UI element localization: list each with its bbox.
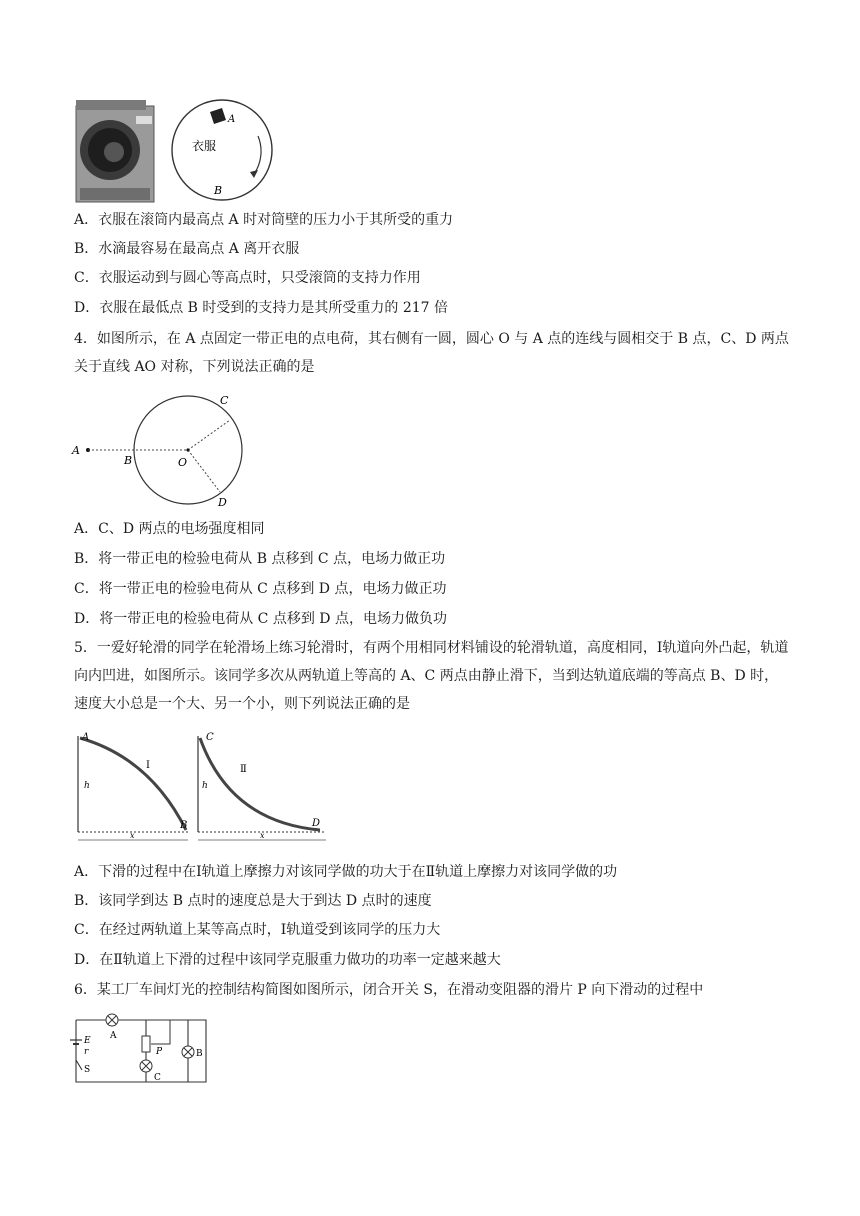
label-c: C [220, 394, 229, 407]
line-od [188, 450, 220, 492]
track1-label-h: h [84, 781, 90, 791]
track1-label-roman: Ⅰ [146, 760, 150, 771]
rotation-arrow [254, 136, 261, 174]
ramp-tracks-figure [70, 728, 334, 848]
q5-option-d: D．在Ⅱ轨道上下滑的过程中该同学克服重力做功的功率一定越来越大 [74, 952, 501, 968]
circuit-figure [70, 1010, 220, 1086]
washing-machine-photo [76, 100, 154, 202]
q5-option-b: B．该同学到达 B 点时的速度总是大于到达 D 点时的速度 [74, 893, 432, 909]
q5-option-a: A．下滑的过程中在Ⅰ轨道上摩擦力对该同学做的功大于在Ⅱ轨道上摩擦力对该同学做的功 [74, 864, 618, 880]
track2-label-c: C [206, 732, 214, 743]
track2-label-roman: Ⅱ [240, 764, 247, 775]
label-r: r [84, 1047, 89, 1057]
q6-stem: 6．某工厂车间灯光的控制结构简图如图所示，闭合开关 S，在滑动变阻器的滑片 P 向下滑动的过程中 [74, 982, 704, 998]
label-e: E [84, 1036, 91, 1046]
q3-option-d: D．衣服在最低点 B 时受到的支持力是其所受重力的 217 倍 [74, 300, 449, 316]
track1-convex-curve [80, 738, 186, 830]
drum-label-b: B [214, 184, 223, 197]
q4-option-a: A．C、D 两点的电场强度相同 [74, 521, 265, 537]
label-d: D [218, 496, 227, 509]
arrowhead-icon [250, 170, 258, 178]
q5-stem: 5．一爱好轮滑的同学在轮滑场上练习轮滑时，有两个用相同材料铺设的轮滑轨道，高度相同，Ⅰ轨道向外凸起，轨道向内凹进，如图所示。该同学多次从两轨道上等高的 A、C 两点由静止滑下，当到达轨道底端的等高点 B、D 时，速度大小总是一个大、另一个小，则下列说法正确的是 [74, 640, 789, 712]
track1-label-a: A [82, 732, 90, 743]
q4-option-b: B．将一带正电的检验电荷从 B 点移到 C 点，电场力做正功 [74, 551, 446, 567]
label-o: O [178, 456, 188, 469]
q4-option-c: C．将一带正电的检验电荷从 C 点移到 D 点，电场力做正功 [74, 581, 447, 597]
slider-p [151, 1020, 170, 1044]
switch-s [76, 1060, 82, 1070]
label-p: P [156, 1047, 163, 1057]
label-lamp-a: A [110, 1031, 117, 1041]
track2-label-x: x [260, 831, 265, 840]
label-lamp-b: B [196, 1049, 203, 1059]
center-o [186, 448, 189, 451]
label-a: A [72, 444, 80, 457]
q3-option-b: B．水滴最容易在最高点 A 离开衣服 [74, 241, 300, 257]
track1-label-b: B [180, 820, 188, 831]
track2-label-d: D [312, 818, 321, 829]
track2-concave-curve [200, 738, 320, 830]
q4-stem: 4．如图所示，在 A 点固定一带正电的点电荷，其右侧有一圆，圆心 O 与 A 点的连线与圆相交于 B 点，C、D 两点关于直线 AO 对称，下列说法正确的是 [74, 331, 789, 375]
charge-circle-figure [66, 388, 256, 512]
clothes-blob [210, 108, 226, 124]
q3-option-a: A．衣服在滚筒内最高点 A 时对筒壁的压力小于其所受的重力 [74, 212, 454, 228]
track2-label-h: h [202, 781, 208, 791]
line-oc [188, 420, 230, 450]
label-b: B [124, 454, 133, 467]
rheostat [142, 1036, 150, 1052]
track1-label-x: x [130, 831, 135, 840]
label-s: S [84, 1065, 91, 1075]
washing-machine-figure [74, 96, 284, 206]
label-lamp-c: C [154, 1073, 161, 1083]
drum-label-clothes: 衣服 [192, 139, 217, 153]
q4-option-d: D．将一带正电的检验电荷从 C 点移到 D 点，电场力做负功 [74, 611, 447, 627]
q3-option-c: C．衣服运动到与圆心等高点时，只受滚筒的支持力作用 [74, 270, 421, 286]
drum-label-a: A [228, 114, 236, 125]
q5-option-c: C．在经过两轨道上某等高点时，Ⅰ轨道受到该同学的压力大 [74, 922, 441, 938]
